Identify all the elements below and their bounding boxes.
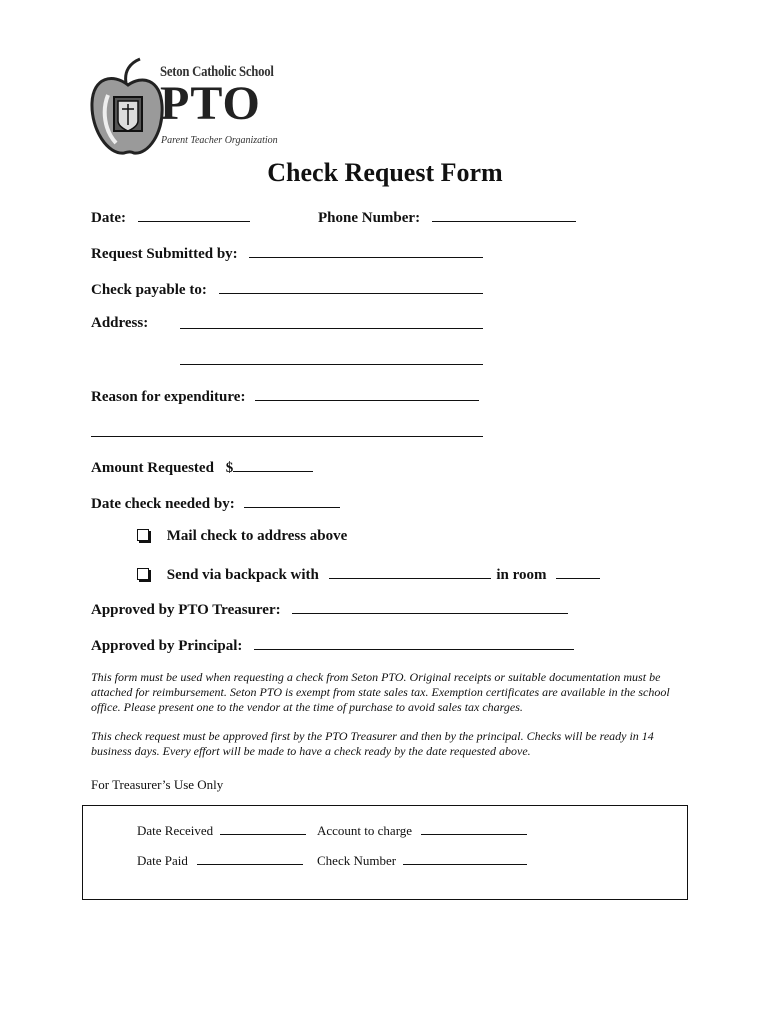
account-to-charge-line[interactable] <box>421 823 527 835</box>
approved-treasurer-label: Approved by PTO Treasurer: <box>91 602 281 618</box>
phone-line[interactable] <box>432 207 576 222</box>
date-received-label: Date Received <box>137 823 214 838</box>
check-number-field[interactable] <box>317 853 527 869</box>
check-number-label: Check Number <box>317 853 397 868</box>
mail-checkbox[interactable] <box>137 529 149 541</box>
date-paid-field[interactable] <box>137 853 303 869</box>
amount-dollar: $ <box>225 460 234 476</box>
page-title: Check Request Form <box>267 158 503 187</box>
option-mail[interactable] <box>137 528 347 545</box>
treasurer-heading: For Treasurer’s Use Only <box>91 777 224 792</box>
amount-line[interactable] <box>233 457 313 472</box>
date-paid-label: Date Paid <box>137 853 188 868</box>
approved-treasurer-line[interactable] <box>292 599 568 614</box>
phone-field[interactable] <box>318 207 576 227</box>
apple-logo-icon <box>88 55 168 165</box>
reason-field[interactable] <box>91 386 479 406</box>
account-to-charge-label: Account to charge <box>317 823 413 838</box>
check-number-line[interactable] <box>403 853 527 865</box>
address-label: Address: <box>91 315 149 331</box>
payable-to-label: Check payable to: <box>91 282 207 298</box>
approved-principal-field[interactable] <box>91 635 574 655</box>
address-line-2[interactable] <box>180 350 483 365</box>
option-backpack[interactable] <box>137 564 600 584</box>
date-received-line[interactable] <box>220 823 306 835</box>
option-mail-label: Mail check to address above <box>166 528 348 544</box>
reason-label: Reason for expenditure: <box>91 389 246 405</box>
date-needed-label: Date check needed by: <box>91 496 235 512</box>
submitted-by-field[interactable] <box>91 243 483 263</box>
approved-principal-label: Approved by Principal: <box>91 638 243 654</box>
submitted-by-label: Request Submitted by: <box>91 246 238 262</box>
in-room-label: in room <box>496 567 547 583</box>
payable-to-field[interactable] <box>91 279 483 299</box>
amount-field[interactable] <box>91 457 313 477</box>
date-needed-field[interactable] <box>91 493 340 513</box>
payable-to-line[interactable] <box>219 279 483 294</box>
amount-label: Amount Requested <box>91 460 214 476</box>
date-label: Date: <box>91 210 126 226</box>
room-line[interactable] <box>556 564 600 579</box>
phone-label: Phone Number: <box>318 210 421 226</box>
reason-line-1[interactable] <box>255 386 479 401</box>
date-line[interactable] <box>138 207 250 222</box>
approved-principal-line[interactable] <box>254 635 574 650</box>
date-paid-line[interactable] <box>197 853 303 865</box>
date-needed-line[interactable] <box>244 493 340 508</box>
logo-pto-text: PTO <box>160 77 261 130</box>
address-line-1[interactable] <box>180 314 483 329</box>
approved-treasurer-field[interactable] <box>91 599 568 619</box>
backpack-name-line[interactable] <box>329 564 491 579</box>
account-to-charge-field[interactable] <box>317 823 527 839</box>
submitted-by-line[interactable] <box>249 243 483 258</box>
logo-subtitle: Parent Teacher Organization <box>161 135 278 146</box>
note-paragraph-2: This check request must be approved first by the PTO Treasurer and then by the principal. Checks will be ready in 14 business days. Every effort will be made to have a check ready by the date requested above. <box>91 729 654 758</box>
backpack-checkbox[interactable] <box>137 568 149 580</box>
reason-line-2[interactable] <box>91 422 483 437</box>
date-received-field[interactable] <box>137 823 306 839</box>
option-backpack-label: Send via backpack with <box>166 567 319 583</box>
note-paragraph-1: This form must be used when requesting a check from Seton PTO. Original receipts or suitable documentation must be attached for reimbursement. Seton PTO is exempt from state sales tax. Exemption certificates are available in the school office. Please present one to the vendor at the time of purchase to avoid sales tax charges. <box>91 670 670 714</box>
logo-school-name: Seton Catholic School <box>160 64 274 80</box>
date-field[interactable] <box>91 207 250 227</box>
